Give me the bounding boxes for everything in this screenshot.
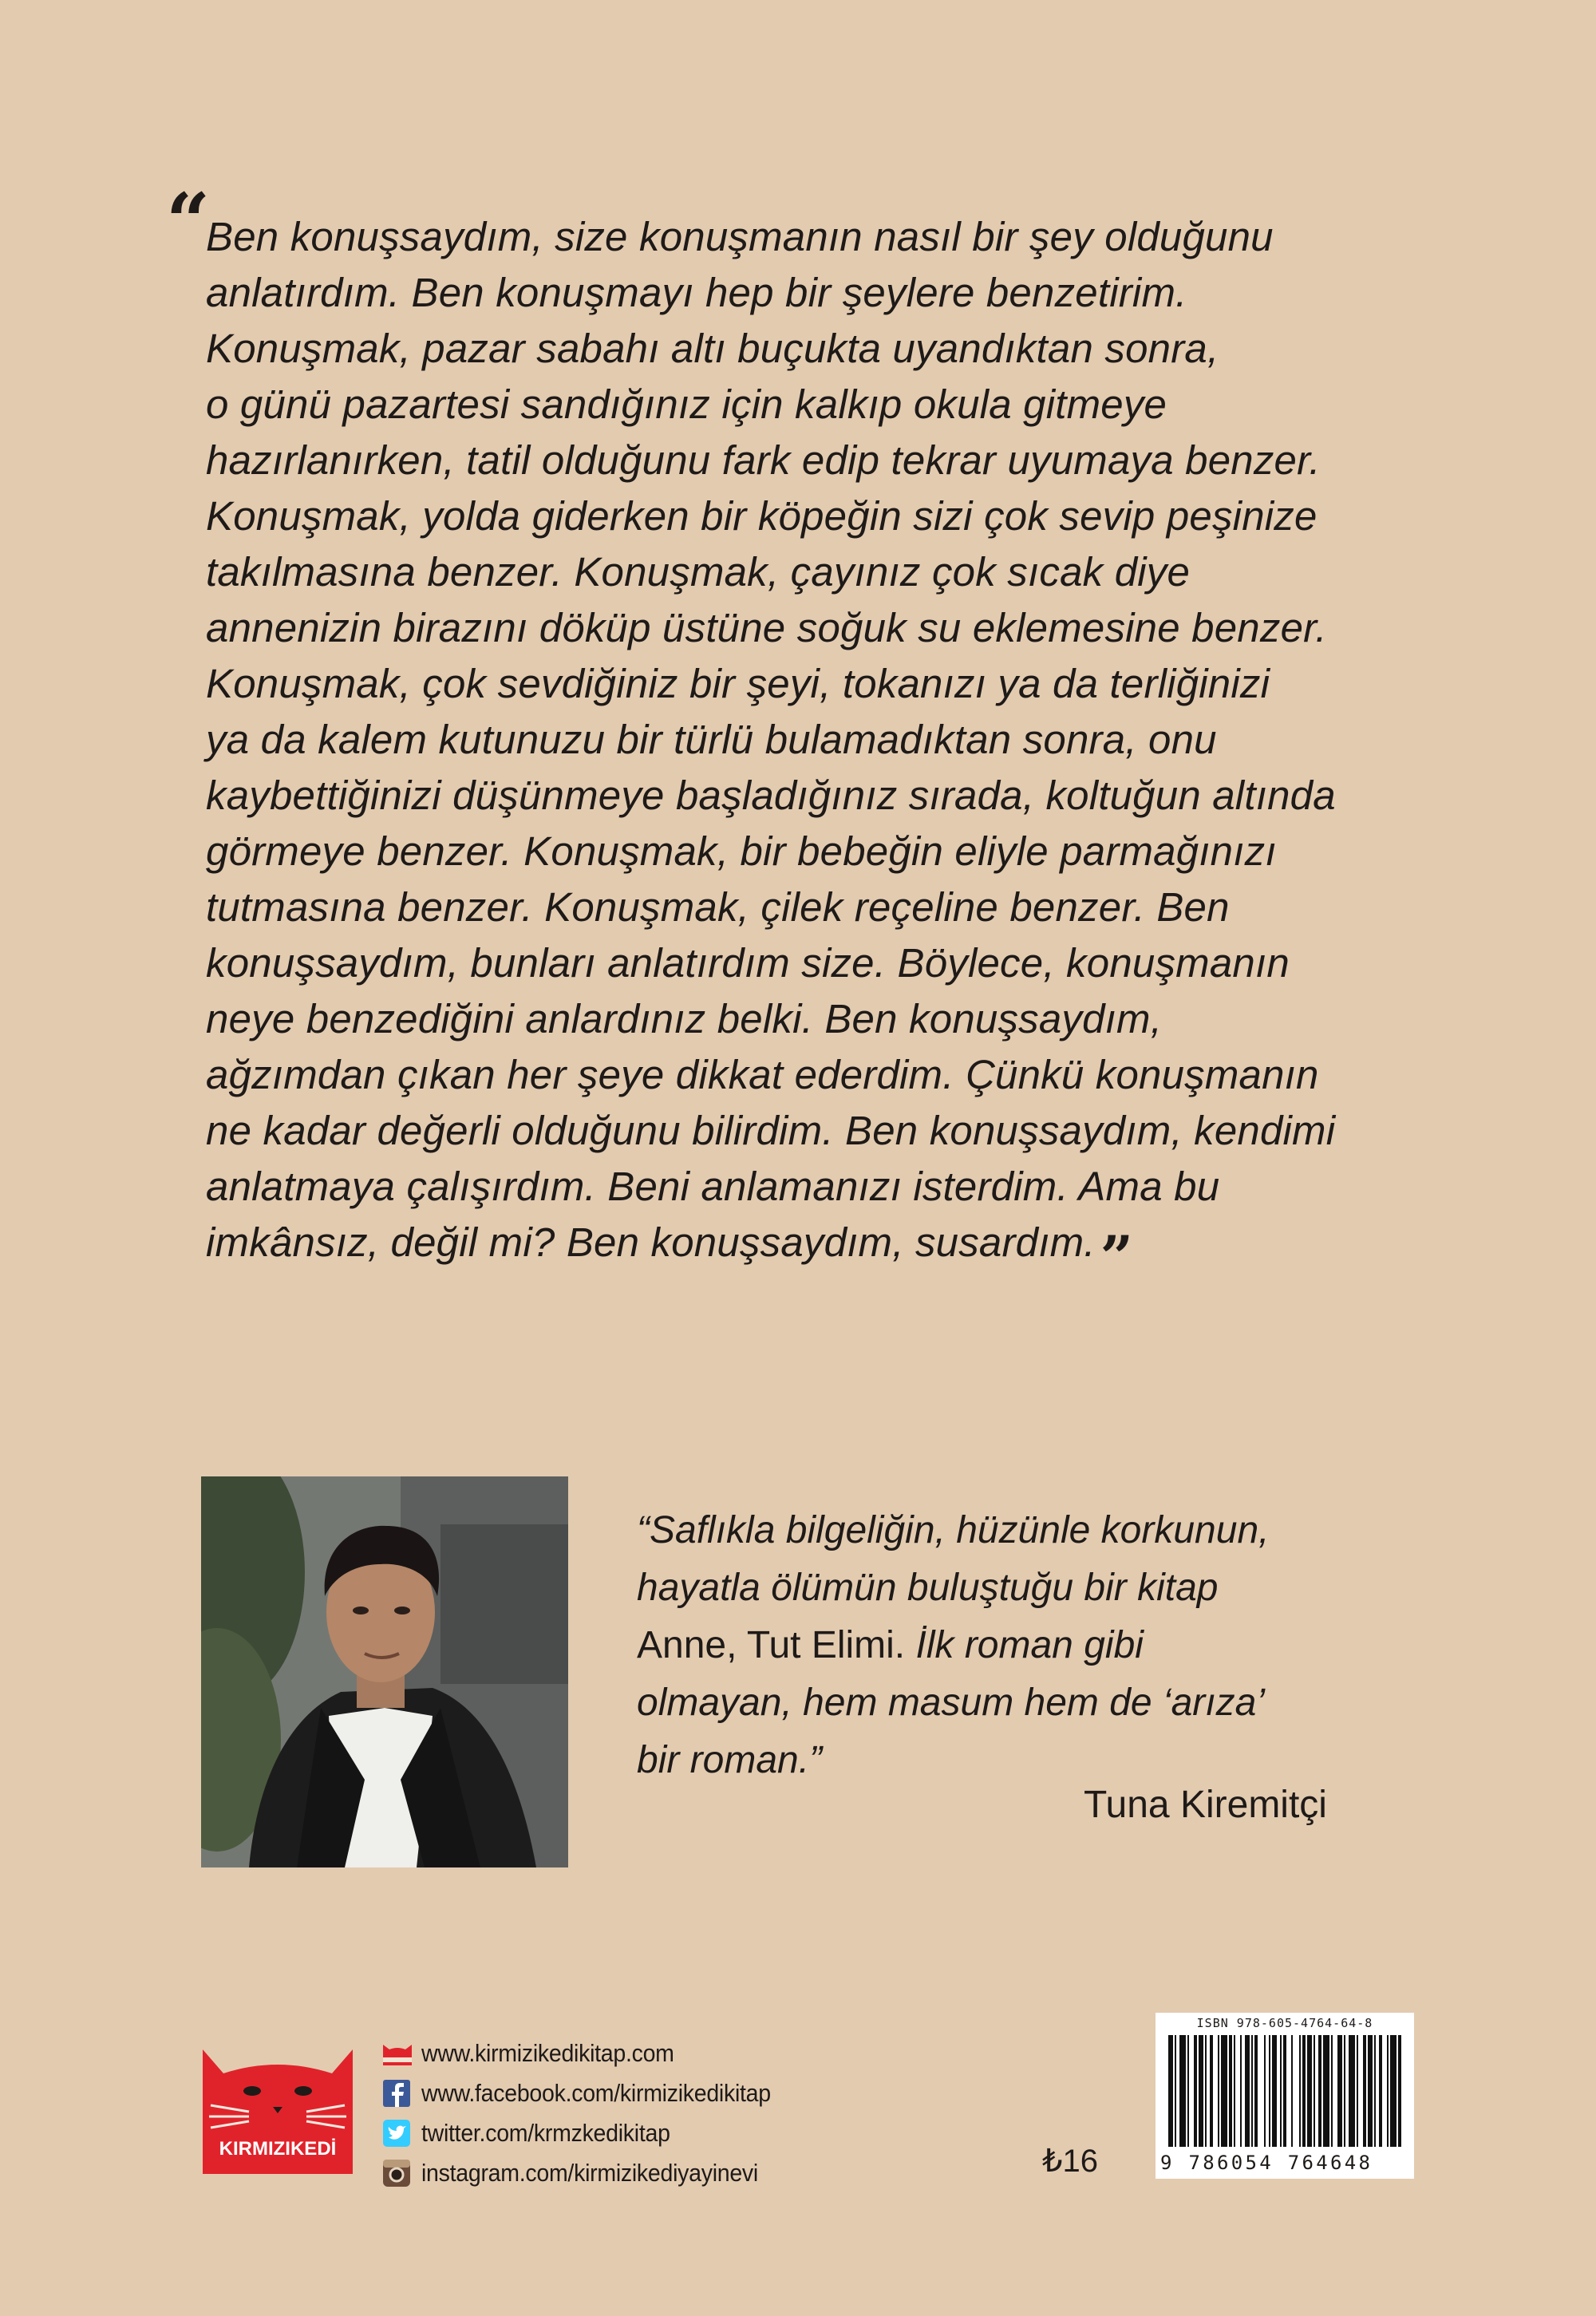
barcode-bar xyxy=(1175,2035,1176,2147)
quote-line: Konuşmak, pazar sabahı altı buçukta uyandıktan sonra, xyxy=(206,326,1219,371)
barcode-bar xyxy=(1299,2035,1301,2147)
quote-line: anlatırdım. Ben konuşmayı hep bir şeylere benzetirim. xyxy=(206,270,1187,315)
facebook-icon xyxy=(381,2080,413,2107)
link-text: www.kirmizikedikitap.com xyxy=(421,2039,674,2067)
barcode-bar xyxy=(1379,2035,1382,2147)
barcode-bar xyxy=(1374,2035,1376,2147)
publisher-links xyxy=(381,2033,801,2193)
barcode-bar xyxy=(1168,2035,1173,2147)
price-label: ₺16 xyxy=(1042,2144,1098,2179)
barcode-bar xyxy=(1357,2035,1358,2147)
review-line: olmayan, hem masum hem de ‘arıza’ xyxy=(637,1682,1265,1724)
quote-line: Ben konuşsaydım, size konuşmanın nasıl bir şey olduğunu xyxy=(206,214,1274,259)
website-link[interactable] xyxy=(381,2033,801,2073)
reviewer-name: Tuna Kiremitçi xyxy=(1084,1784,1327,1826)
quote-line-last xyxy=(206,1215,1451,1290)
facebook-link[interactable] xyxy=(381,2073,801,2113)
review-quote xyxy=(637,1502,1435,1789)
quote-line: annenizin birazını döküp üstüne soğuk su eklemesine benzer. xyxy=(206,605,1327,650)
quote-line: neye benzediğini anlardınız belki. Ben konuşsaydım, xyxy=(206,996,1163,1041)
quote-line: tutmasına benzer. Konuşmak, çilek reçeline benzer. Ben xyxy=(206,884,1230,930)
barcode-bar xyxy=(1272,2035,1277,2147)
review-line-rest: İlk roman gibi xyxy=(905,1624,1144,1666)
barcode-bar xyxy=(1302,2035,1306,2147)
ean-digits: 9 786054 764648 xyxy=(1160,2152,1373,2174)
barcode-bar xyxy=(1280,2035,1282,2147)
quote-line: o günü pazartesi sandığınız için kalkıp okula gitmeye xyxy=(206,381,1167,427)
publisher-logo xyxy=(203,2033,353,2174)
quote-line: ya da kalem kutunuzu bir türlü bulamadıktan sonra, onu xyxy=(206,717,1217,762)
book-title: Anne, Tut Elimi. xyxy=(637,1624,906,1666)
barcode-bar xyxy=(1344,2035,1345,2147)
barcode-bar xyxy=(1337,2035,1342,2147)
quote-line: Konuşmak, yolda giderken bir köpeğin sizi çok sevip peşinize xyxy=(206,493,1317,539)
link-text: instagram.com/kirmizikediyayinevi xyxy=(421,2159,758,2187)
author-photo xyxy=(201,1476,568,1867)
barcode-bar xyxy=(1318,2035,1321,2147)
barcode-bar xyxy=(1199,2035,1203,2147)
quote-last-text: imkânsız, değil mi? Ben konuşsaydım, susardım. xyxy=(206,1219,1096,1265)
barcode-bar xyxy=(1179,2035,1186,2147)
barcode-bar xyxy=(1218,2035,1219,2147)
quote-line: konuşsaydım, bunları anlatırdım size. Böylece, konuşmanın xyxy=(206,940,1290,986)
barcode-bar xyxy=(1194,2035,1197,2147)
cat-icon xyxy=(381,2040,413,2067)
instagram-link[interactable] xyxy=(381,2153,801,2193)
barcode-bar xyxy=(1331,2035,1333,2147)
barcode-bar xyxy=(1251,2035,1253,2147)
barcode-bar xyxy=(1269,2035,1270,2147)
barcode-bar xyxy=(1307,2035,1312,2147)
barcode-bar xyxy=(1187,2035,1189,2147)
barcode-bar xyxy=(1363,2035,1366,2147)
quote-line: ne kadar değerli olduğunu bilirdim. Ben konuşsaydım, kendimi xyxy=(206,1108,1336,1153)
logo-wordmark: KIRMIZIKEDİ xyxy=(219,2138,337,2160)
twitter-icon xyxy=(381,2120,413,2147)
barcode-bar xyxy=(1264,2035,1266,2147)
barcode-bar xyxy=(1390,2035,1396,2147)
open-quote-mark: “ xyxy=(166,176,211,267)
back-cover-quote xyxy=(206,209,1451,1290)
isbn-label: ISBN 978-605-4764-64-8 xyxy=(1196,2016,1373,2030)
close-quote-mark: ” xyxy=(1100,1223,1134,1290)
barcode-bar xyxy=(1234,2035,1235,2147)
barcode-bar xyxy=(1205,2035,1207,2147)
barcode-bar xyxy=(1210,2035,1213,2147)
barcode-bar xyxy=(1291,2035,1293,2147)
barcode-bar xyxy=(1245,2035,1250,2147)
barcode-bar xyxy=(1240,2035,1242,2147)
quote-line: anlatmaya çalışırdım. Beni anlamanızı isterdim. Ama bu xyxy=(206,1164,1220,1209)
barcode-bar xyxy=(1221,2035,1227,2147)
link-text: www.facebook.com/kirmizikedikitap xyxy=(421,2079,771,2107)
barcode-bar xyxy=(1387,2035,1389,2147)
quote-line: takılmasına benzer. Konuşmak, çayınız çok sıcak diye xyxy=(206,549,1191,595)
review-line: “Saflıkla bilgeliğin, hüzünle korkunun, xyxy=(637,1509,1270,1551)
quote-line: ağzımdan çıkan her şeye dikkat ederdim. Çünkü konuşmanın xyxy=(206,1052,1319,1097)
barcode-bar xyxy=(1349,2035,1355,2147)
quote-line: kaybettiğinizi düşünmeye başladığınız sırada, koltuğun altında xyxy=(206,773,1336,818)
barcode-bar xyxy=(1314,2035,1315,2147)
barcode-bar xyxy=(1323,2035,1329,2147)
barcode-bar xyxy=(1254,2035,1258,2147)
instagram-icon xyxy=(381,2160,413,2187)
link-text: twitter.com/krmzkedikitap xyxy=(421,2119,670,2147)
barcode-bar xyxy=(1283,2035,1286,2147)
barcode-bar xyxy=(1398,2035,1401,2147)
barcode-bar xyxy=(1229,2035,1232,2147)
review-line xyxy=(637,1617,1435,1674)
quote-line: hazırlanırken, tatil olduğunu fark edip tekrar uyumaya benzer. xyxy=(206,437,1321,483)
barcode-bar xyxy=(1368,2035,1373,2147)
review-line: bir roman.” xyxy=(637,1739,823,1781)
review-line: hayatla ölümün buluştuğu bir kitap xyxy=(637,1567,1219,1609)
quote-line: görmeye benzer. Konuşmak, bir bebeğin eliyle parmağınızı xyxy=(206,828,1277,874)
twitter-link[interactable] xyxy=(381,2113,801,2153)
isbn-barcode xyxy=(1156,2013,1414,2179)
quote-line: Konuşmak, çok sevdiğiniz bir şeyi, tokanızı ya da terliğinizi xyxy=(206,661,1270,706)
